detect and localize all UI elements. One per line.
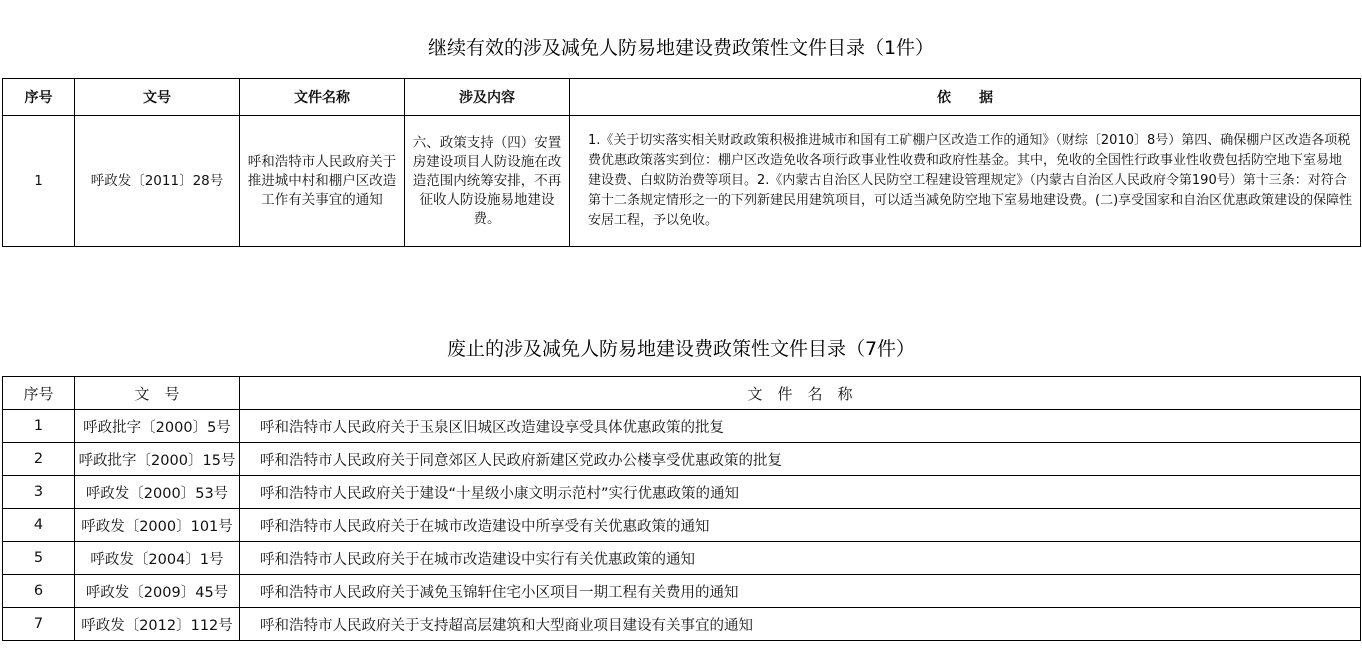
cell-serial: 7 bbox=[3, 608, 75, 641]
cell-doc-name: 呼和浩特市人民政府关于玉泉区旧城区改造建设享受具体优惠政策的批复 bbox=[240, 410, 1361, 443]
cell-doc-name: 呼和浩特市人民政府关于在城市改造建设中所享受有关优惠政策的通知 bbox=[240, 509, 1361, 542]
abolished-documents-table bbox=[2, 376, 1361, 641]
header-serial: 序号 bbox=[3, 79, 75, 116]
table-header-row bbox=[3, 79, 1361, 116]
cell-serial: 4 bbox=[3, 509, 75, 542]
cell-serial: 1 bbox=[3, 410, 75, 443]
cell-doc-name: 呼和浩特市人民政府关于支持超高层建筑和大型商业项目建设有关事宜的通知 bbox=[240, 608, 1361, 641]
table-row bbox=[3, 509, 1361, 542]
table-row bbox=[3, 575, 1361, 608]
cell-doc-name: 呼和浩特市人民政府关于在城市改造建设中实行有关优惠政策的通知 bbox=[240, 542, 1361, 575]
table-row bbox=[3, 443, 1361, 476]
table-row bbox=[3, 410, 1361, 443]
cell-doc-number: 呼政发〔2012〕112号 bbox=[75, 608, 240, 641]
cell-doc-number: 呼政发〔2009〕45号 bbox=[75, 575, 240, 608]
header-doc-number: 文 号 bbox=[75, 377, 240, 410]
cell-content: 六、政策支持（四）安置房建设项目人防设施在改造范围内统筹安排，不再征收人防设施易地建设费。 bbox=[405, 116, 570, 247]
cell-doc-name: 呼和浩特市人民政府关于推进城中村和棚户区改造工作有关事宜的通知 bbox=[240, 116, 405, 247]
cell-doc-name: 呼和浩特市人民政府关于减免玉锦轩住宅小区项目一期工程有关费用的通知 bbox=[240, 575, 1361, 608]
table-header-row bbox=[3, 377, 1361, 410]
cell-doc-name: 呼和浩特市人民政府关于同意郊区人民政府新建区党政办公楼享受优惠政策的批复 bbox=[240, 443, 1361, 476]
cell-serial: 5 bbox=[3, 542, 75, 575]
header-doc-name: 文 件 名 称 bbox=[240, 377, 1361, 410]
cell-serial: 6 bbox=[3, 575, 75, 608]
table-row bbox=[3, 116, 1361, 247]
table-row bbox=[3, 476, 1361, 509]
cell-doc-number: 呼政批字〔2000〕15号 bbox=[75, 443, 240, 476]
cell-doc-number: 呼政发〔2011〕28号 bbox=[75, 116, 240, 247]
cell-doc-number: 呼政发〔2000〕101号 bbox=[75, 509, 240, 542]
header-doc-number: 文号 bbox=[75, 79, 240, 116]
section2-title: 废止的涉及减免人防易地建设费政策性文件目录（7件） bbox=[446, 338, 916, 360]
header-basis: 依 据 bbox=[570, 79, 1361, 116]
header-content: 涉及内容 bbox=[405, 79, 570, 116]
section1-title: 继续有效的涉及减免人防易地建设费政策性文件目录（1件） bbox=[427, 37, 935, 59]
cell-doc-number: 呼政发〔2000〕53号 bbox=[75, 476, 240, 509]
cell-serial: 1 bbox=[3, 116, 75, 247]
cell-doc-number: 呼政批字〔2000〕5号 bbox=[75, 410, 240, 443]
cell-serial: 2 bbox=[3, 443, 75, 476]
header-doc-name: 文件名称 bbox=[240, 79, 405, 116]
cell-doc-name: 呼和浩特市人民政府关于建设“十星级小康文明示范村”实行优惠政策的通知 bbox=[240, 476, 1361, 509]
cell-basis: 1.《关于切实落实相关财政政策积极推进城市和国有工矿棚户区改造工作的通知》（财综〔2010〕8号）第四、确保棚户区改造各项税费优惠政策落实到位：棚户区改造免收各项行政事业性收费和政府性基金。其中，免收的全国性行政事业性收费包括防空地下室易地建设费、白蚁防治费等项目。2.《内蒙古自治区人民防空工程建设管理规定》（内蒙古自治区人民政府令第190号）第十三条：对符合第十二条规定情形之一的下列新建民用建筑项目，可以适当减免防空地下室易地建设费。(二)享受国家和自治区优惠政策建设的保障性安居工程，予以免收。 bbox=[570, 116, 1361, 247]
cell-doc-number: 呼政发〔2004〕1号 bbox=[75, 542, 240, 575]
header-serial: 序号 bbox=[3, 377, 75, 410]
cell-serial: 3 bbox=[3, 476, 75, 509]
table-row bbox=[3, 542, 1361, 575]
table-row bbox=[3, 608, 1361, 641]
continuing-documents-table bbox=[2, 78, 1361, 247]
